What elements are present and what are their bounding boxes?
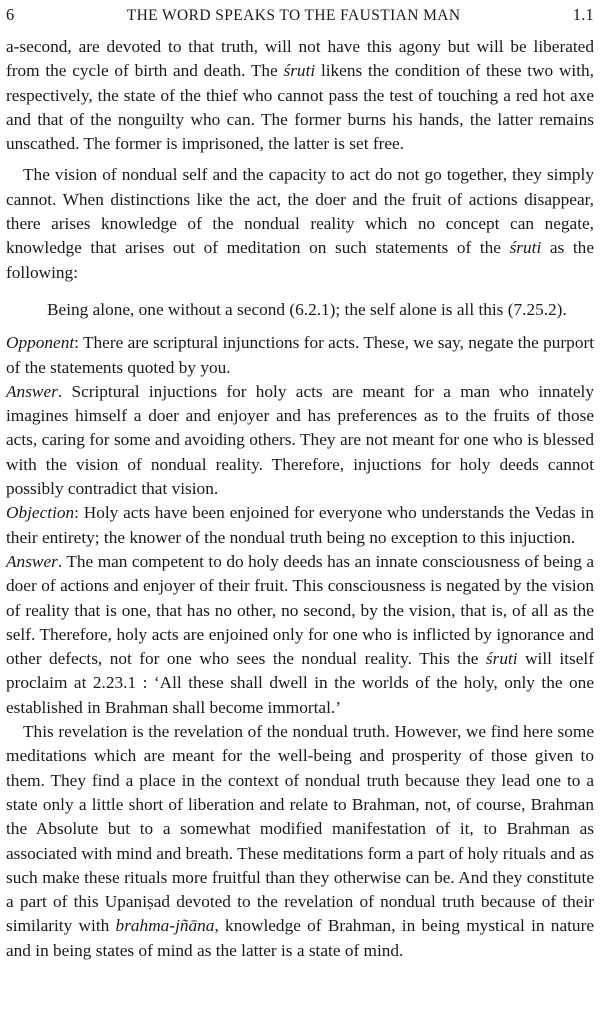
paragraph-nondual-vision [6,163,594,284]
text-run: : Holy acts have been enjoined for everyone who understands the Vedas in their entirety; the knower of the nondual truth being no exception to this injuction. [6,503,594,547]
text-run: likens the condition of these two with, respectively, the state of the thief who cannot pass the test of touching a red hot axe and that of the nonguilty who can. The former burns his hands, the latter remains unscathed. The former is imprisoned, the latter is set free. [6,61,595,154]
dialogue-objection [6,501,594,550]
text-run: a-second, are devoted to that truth, will not have this agony but will be liberated from the cycle of birth and death. The [6,37,594,81]
paragraph-continued [6,35,594,156]
text-run: . The man competent to do holy deeds has an innate consciousness of being a doer of actions and enjoyer of their fruit. This consciousness is negated by the vision of reality that is one, that has no other, no second, by the vision, that is, of all as the self. Therefore, holy acts are enjoined only for one who is inflicted by ignorance and other defects, not for one who sees the nondual reality. This the [6,551,594,669]
page-number: 6 [6,5,15,24]
text-run: will itself proclaim at 2.23.1 : ‘All these shall dwell in the worlds of the holy, only the one established in Brahman shall become immortal.’ [6,649,594,717]
paragraph-revelation [6,720,594,963]
dialogue-answer [6,380,594,501]
speaker-label: Answer [6,381,58,401]
text-run: : There are scriptural injunctions for acts. These, we say, negate the purport of the statements quoted by you. [6,333,595,377]
dialogue-answer [6,550,594,720]
term-sruti: śruti [283,61,316,81]
section-number: 1.1 [572,5,594,24]
dialogue-opponent [6,331,594,380]
term-brahma-jnana: brahma-jñāna [115,916,215,936]
text-run: as the following: [6,238,594,282]
term-sruti: śruti [509,238,542,258]
speaker-label: Answer [6,551,58,571]
running-title: THE WORD SPEAKS TO THE FAUSTIAN MAN [126,7,461,24]
running-head [6,3,594,27]
term-sruti: śruti [485,649,518,669]
speaker-label: Opponent [6,333,75,353]
text-run: This revelation is the revelation of the nondual truth. However, we find here some meditations which are meant for the well-being and prosperity of those given to them. They find a place in the context of nondual truth because they lead one to a state only a little short of liberation and relate to Brahman, not, of course, Brahman the Absolute but to a somewhat modified manifestation of it, to Brahman as associated with mind and breath. These meditations form a part of holy rituals and as such make these rituals more fruitful than they otherwise can be. And they constitute a part of this Upaniṣad devoted to the revelation of nondual truth because of their similarity with [6,722,594,936]
block-quote: Being alone, one without a second (6.2.1); the self alone is all this (7.25.2). [47,299,567,319]
text-run: , knowledge of Brahman, in being mystical in nature and in being states of mind as the latter is a state of mind. [6,916,594,960]
text-run: The vision of nondual self and the capacity to act do not go together, they simply cannot. When distinctions like the act, the doer and the fruit of actions disappear, there arises knowledge of the nondual reality which no concept can negate, knowledge that arises out of meditation on such statements of the [6,165,594,258]
text-run: . Scriptural injuctions for holy acts are meant for a man who innately imagines himself a doer and enjoyer and has preferences as to the fruits of those acts, caring for some and avoiding others. They are not meant for one who is blessed with the vision of nondual reality. Therefore, injuctions for holy deeds cannot possibly contradict that vision. [6,381,594,499]
speaker-label: Objection [6,503,75,523]
